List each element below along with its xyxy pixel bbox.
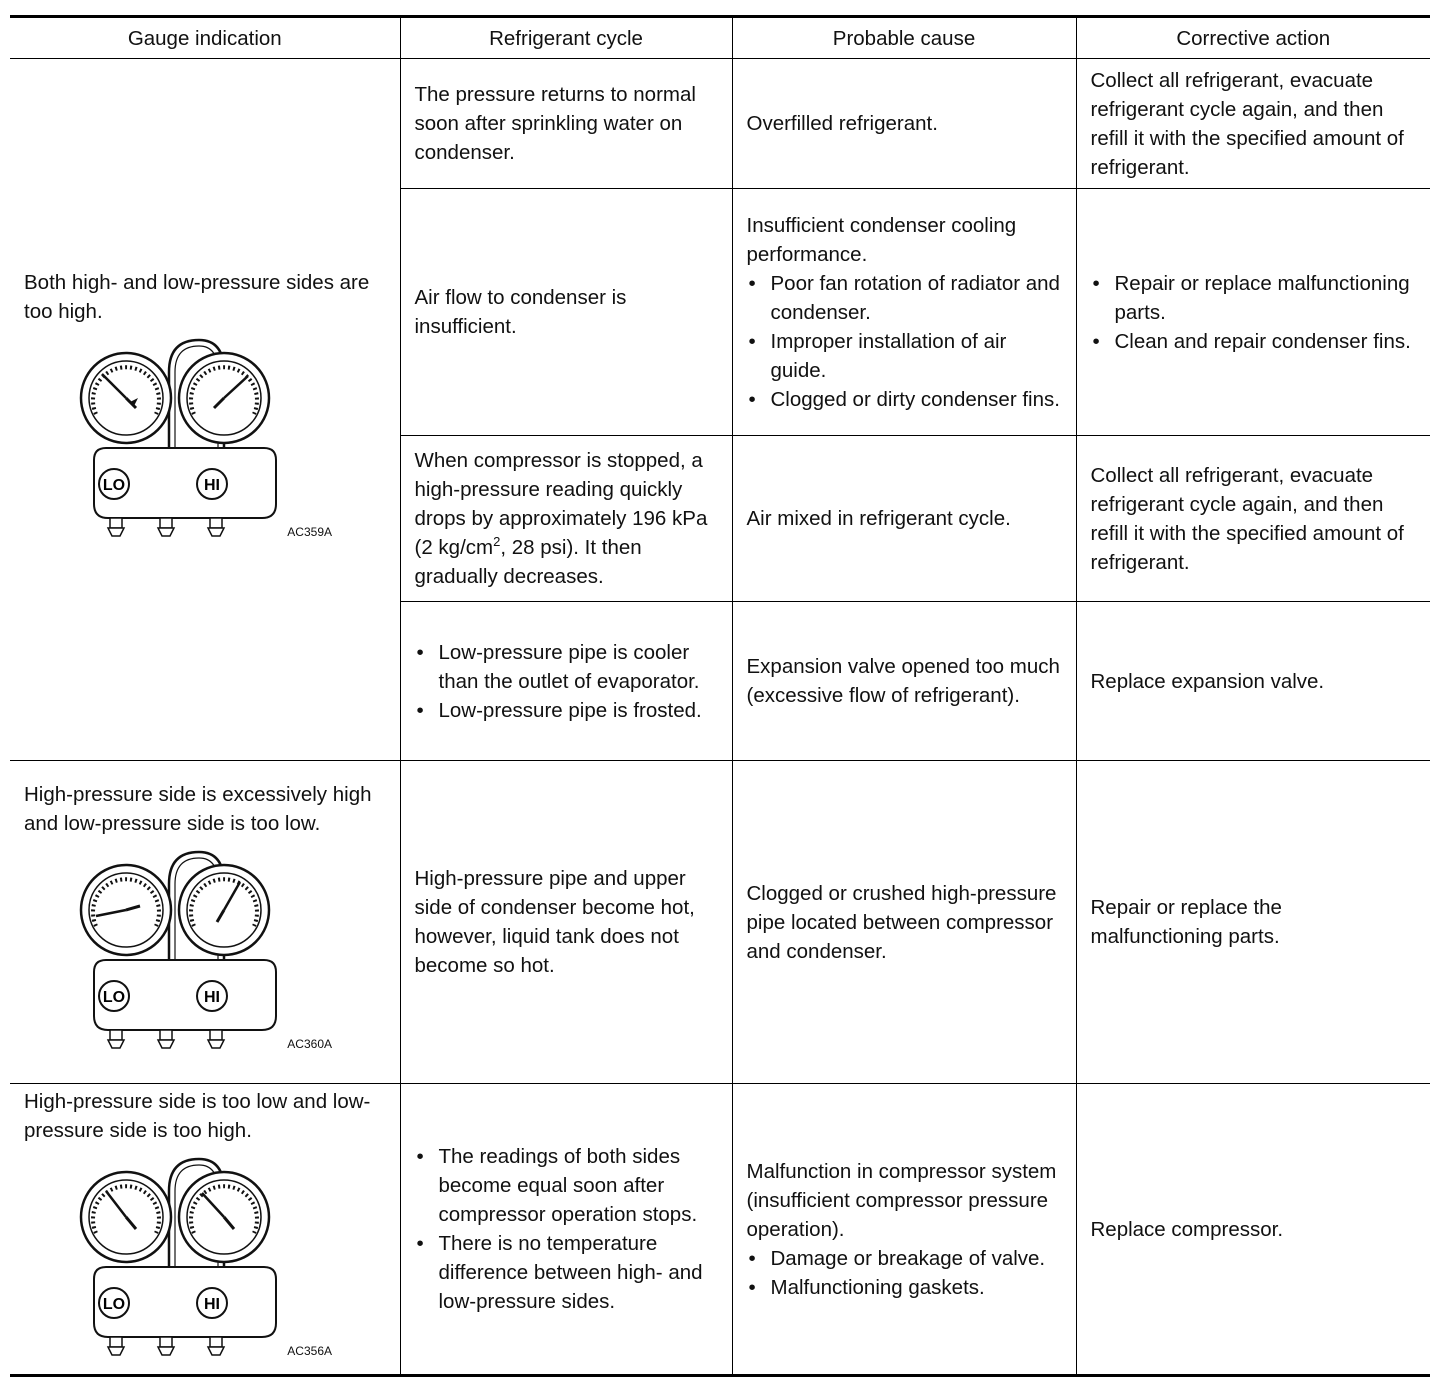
manifold-gauge-icon xyxy=(74,844,334,1054)
corrective-action-cell: Replace compressor. xyxy=(1076,1084,1430,1376)
manifold-gauge-figure xyxy=(74,844,334,1064)
cause-intro: Malfunction in compressor system (insufficient compressor pressure operation). xyxy=(746,1159,1057,1241)
action-bullet-list xyxy=(1091,269,1417,356)
manifold-gauge-figure xyxy=(74,1151,334,1371)
corrective-action-cell: Replace expansion valve. xyxy=(1076,602,1430,761)
cause-intro: Insufficient condenser cooling performance. xyxy=(746,213,1017,266)
list-item: • Clogged or dirty condenser fins. xyxy=(747,385,1062,414)
diagnosis-table xyxy=(10,15,1430,1377)
probable-cause-cell: Air mixed in refrigerant cycle. xyxy=(732,436,1076,602)
refrigerant-cycle-cell xyxy=(400,436,732,602)
corrective-action-cell: Collect all refrigerant, evacuate refrigerant cycle again, and then refill it with the specified amount of refrigerant. xyxy=(1076,436,1430,602)
gauge-indication-text: High-pressure side is excessively high and low-pressure side is too low. xyxy=(24,783,372,835)
cause-bullet-list xyxy=(747,269,1062,414)
list-item: • There is no temperature difference between high- and low-pressure sides. xyxy=(415,1229,718,1316)
cause-bullet-list xyxy=(747,1244,1062,1302)
cycle-text: When compressor is stopped, a high-pressure reading quickly drops by approximately 196 kPa (2 kg/cm xyxy=(414,449,708,559)
manifold-gauge-figure xyxy=(74,332,334,552)
corrective-action-cell xyxy=(1076,189,1430,436)
manifold-gauge-icon xyxy=(74,1151,334,1361)
figure-code: AC359A xyxy=(287,524,332,539)
corrective-action-cell: Repair or replace the malfunctioning parts. xyxy=(1076,761,1430,1084)
refrigerant-cycle-cell: Air flow to condenser is insufficient. xyxy=(400,189,732,436)
list-item: • Clean and repair condenser fins. xyxy=(1091,327,1417,356)
table-row xyxy=(10,59,1430,189)
hi-label: HI xyxy=(204,476,220,494)
hi-label: HI xyxy=(204,989,220,1006)
gauge-indication-cell xyxy=(10,59,400,761)
list-item: • Low-pressure pipe is frosted. xyxy=(415,696,718,725)
list-item: • The readings of both sides become equal soon after compressor operation stops. xyxy=(415,1142,718,1229)
table-row xyxy=(10,761,1430,1084)
header-refrigerant-cycle: Refrigerant cycle xyxy=(400,17,732,59)
figure-code: AC356A xyxy=(287,1344,332,1358)
lo-label: LO xyxy=(102,989,126,1006)
header-corrective-action: Corrective action xyxy=(1076,17,1430,59)
refrigerant-cycle-cell xyxy=(400,602,732,761)
cycle-bullet-list xyxy=(415,638,718,725)
list-item: • Repair or replace malfunctioning parts. xyxy=(1091,269,1417,327)
refrigerant-cycle-cell: The pressure returns to normal soon after sprinkling water on condenser. xyxy=(400,59,732,189)
gauge-indication-text: High-pressure side is too low and low-pressure side is too high. xyxy=(24,1090,371,1142)
refrigerant-cycle-cell xyxy=(400,1084,732,1376)
probable-cause-cell: Clogged or crushed high-pressure pipe located between compressor and condenser. xyxy=(732,761,1076,1084)
list-item: • Low-pressure pipe is cooler than the outlet of evaporator. xyxy=(415,638,718,696)
probable-cause-cell xyxy=(732,189,1076,436)
table-row xyxy=(10,1084,1430,1376)
refrigerant-cycle-cell: High-pressure pipe and upper side of condenser become hot, however, liquid tank does not become so hot. xyxy=(400,761,732,1084)
manifold-gauge-icon xyxy=(74,332,334,542)
cycle-text: , 28 psi). It then gradually decreases. xyxy=(414,536,642,588)
hi-label: HI xyxy=(204,1296,220,1313)
list-item: • Malfunctioning gaskets. xyxy=(747,1273,1062,1302)
list-item: • Damage or breakage of valve. xyxy=(747,1244,1062,1273)
list-item: • Poor fan rotation of radiator and condenser. xyxy=(747,269,1062,327)
corrective-action-cell: Collect all refrigerant, evacuate refrigerant cycle again, and then refill it with the specified amount of refrigerant. xyxy=(1076,59,1430,189)
header-row xyxy=(10,17,1430,59)
list-item: • Improper installation of air guide. xyxy=(747,327,1062,385)
probable-cause-cell xyxy=(732,1084,1076,1376)
lo-label: LO xyxy=(102,1296,126,1313)
header-probable-cause: Probable cause xyxy=(732,17,1076,59)
probable-cause-cell: Expansion valve opened too much (excessive flow of refrigerant). xyxy=(732,602,1076,761)
gauge-indication-cell xyxy=(10,761,400,1084)
header-gauge-indication: Gauge indication xyxy=(10,17,400,59)
probable-cause-cell: Overfilled refrigerant. xyxy=(732,59,1076,189)
superscript: 2 xyxy=(493,534,501,550)
cycle-bullet-list xyxy=(415,1142,718,1316)
gauge-indication-text: Both high- and low-pressure sides are too high. xyxy=(24,270,370,323)
gauge-indication-cell xyxy=(10,1084,400,1376)
figure-code: AC360A xyxy=(287,1037,332,1051)
lo-label: LO xyxy=(102,476,126,494)
